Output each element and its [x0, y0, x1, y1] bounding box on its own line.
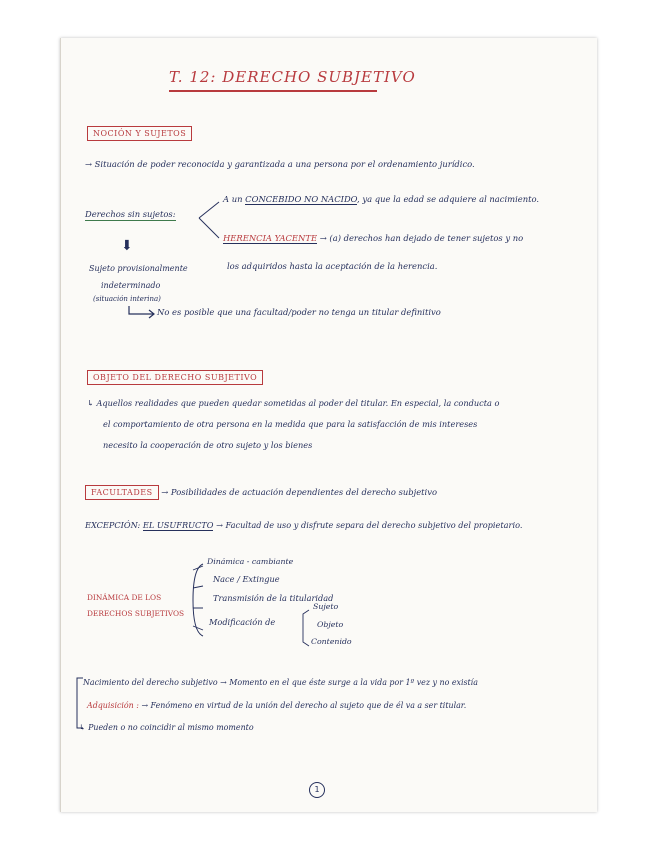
- page-title: T. 12: DERECHO SUBJETIVO: [169, 68, 416, 86]
- excepcion-label: EXCEPCIÓN:: [85, 520, 141, 530]
- dinamica-item-2: Nace / Extingue: [213, 574, 280, 584]
- objeto-line1: ↳ Aquellos realidades que pueden quedar sometidas al poder del titular. En especial, la conducta o: [87, 398, 500, 408]
- section-header-facultades: FACULTADES: [85, 485, 159, 500]
- derechos-sin-sujetos-label: Derechos sin sujetos:: [85, 209, 176, 219]
- notebook-page: [60, 38, 597, 812]
- nocion-definition: → Situación de poder reconocida y garantizada a una persona por el ordenamiento jurídico.: [85, 159, 475, 169]
- adquisicion-rest: → Fenómeno en virtud de la unión del derecho al sujeto que de él va a ser titular.: [141, 701, 467, 710]
- final-line3: ↳ Pueden o no coincidir al mismo momento: [79, 723, 254, 732]
- branch1-prefix: A un: [223, 194, 243, 204]
- facultades-row: [85, 488, 437, 498]
- branch1-key: CONCEBIDO NO NACIDO: [245, 194, 358, 204]
- sujeto-result: No es posible que una facultad/poder no tenga un titular definitivo: [157, 307, 441, 317]
- final-line1: Nacimiento del derecho subjetivo → Momento en el que éste surge a la vida por 1º vez y no existía: [83, 678, 478, 687]
- sujeto-line1: Sujeto provisionalmente: [89, 264, 188, 273]
- title-underline: [169, 90, 377, 92]
- result-arrow-icon: [127, 304, 157, 324]
- sub-item-contenido: Contenido: [311, 637, 352, 646]
- page-number: 1: [309, 782, 325, 798]
- sujeto-line3: (situación interina): [93, 295, 161, 303]
- dinamica-label-2: DERECHOS SUBJETIVOS: [87, 609, 185, 618]
- excepcion-row: [85, 521, 522, 530]
- section-header-nocion: NOCIÓN Y SUJETOS: [87, 126, 192, 141]
- dinamica-item-1: Dinámica - cambiante: [207, 557, 294, 566]
- branch2-rest: → (a) derechos han dejado de tener sujetos y no: [319, 233, 524, 243]
- branch-herencia: [223, 234, 523, 244]
- excepcion-rest: → Facultad de uso y disfrute separa del derecho subjetivo del propietario.: [216, 520, 523, 530]
- sujeto-line2: indeterminado: [101, 281, 161, 290]
- facultades-line1: → Posibilidades de actuación dependientes del derecho subjetivo: [161, 487, 438, 497]
- dinamica-item-4: Modificación de: [209, 617, 276, 627]
- excepcion-key: EL USUFRUCTO: [142, 520, 214, 530]
- sub-item-sujeto: Sujeto: [313, 602, 339, 611]
- final-line2: [87, 701, 466, 710]
- branch2-key: HERENCIA YACENTE: [223, 233, 318, 243]
- objeto-line3: necesito la cooperación de otro sujeto y los bienes: [103, 440, 313, 450]
- down-arrow-icon: ⬇: [121, 238, 133, 254]
- branch2-continuation: los adquiridos hasta la aceptación de la herencia.: [227, 261, 438, 271]
- section-header-objeto: OBJETO DEL DERECHO SUBJETIVO: [87, 370, 263, 385]
- dinamica-item-3: Transmisión de la titularidad: [213, 593, 334, 603]
- branch1-rest: , ya que la edad se adquiere al nacimiento.: [357, 194, 540, 204]
- dinamica-label-1: DINÁMICA DE LOS: [87, 593, 162, 602]
- branch-concebido: [223, 195, 539, 205]
- objeto-line2: el comportamiento de otra persona en la medida que para la satisfacción de mis intereses: [103, 419, 478, 429]
- adquisicion-key: Adquisición :: [87, 701, 139, 710]
- sub-item-objeto: Objeto: [317, 620, 344, 629]
